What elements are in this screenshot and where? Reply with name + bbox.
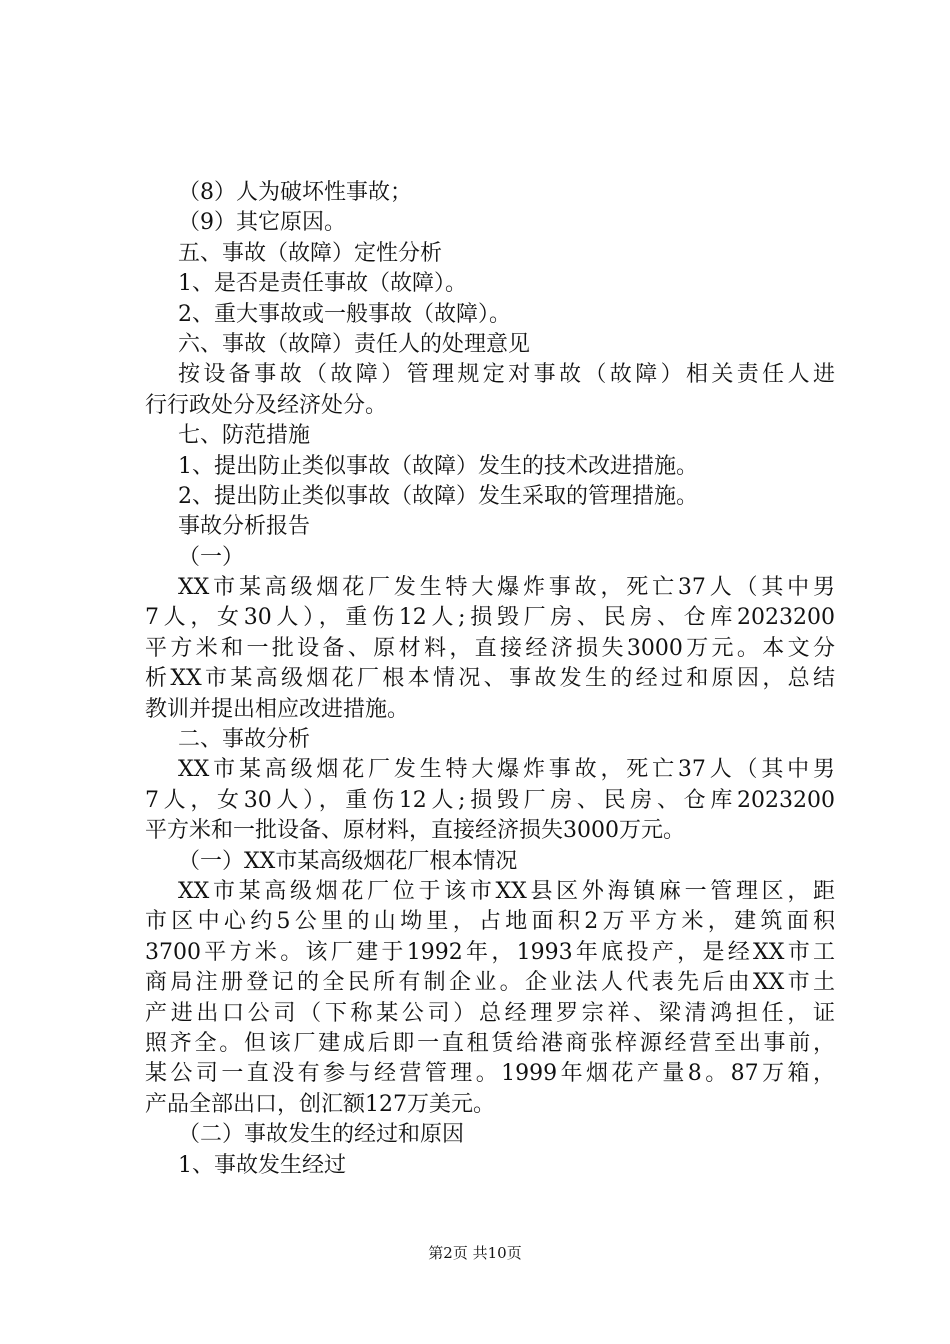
text-line: XX市某高级烟花厂发生特大爆炸事故，死亡37人（其中男 xyxy=(178,757,835,783)
text-line: 六、事故（故障）责任人的处理意见 xyxy=(178,331,531,357)
text-line: 五、事故（故障）定性分析 xyxy=(178,240,443,266)
text-line: 平方米和一批设备、原材料，直接经济损失3000万元。本文分 xyxy=(145,635,835,661)
page-footer: 第2页 共10页 xyxy=(428,1244,522,1262)
text-line: 产进出口公司（下称某公司）总经理罗宗祥、梁清鸿担任，证 xyxy=(145,1000,835,1026)
text-line: 行行政处分及经济处分。 xyxy=(145,392,388,418)
text-line: 1、是否是责任事故（故障）。 xyxy=(178,271,467,297)
text-line: 析XX市某高级烟花厂根本情况、事故发生的经过和原因，总结 xyxy=(145,666,835,692)
text-line: XX市某高级烟花厂发生特大爆炸事故，死亡37人（其中男 xyxy=(178,575,835,601)
text-line: 3700平方米。该厂建于1992年，1993年底投产，是经XX市工 xyxy=(145,939,835,965)
text-line: 1、事故发生经过 xyxy=(178,1152,346,1178)
text-line: （8）人为破坏性事故； xyxy=(178,180,412,205)
text-line: 某公司一直没有参与经营管理。1999年烟花产量8。87万箱， xyxy=(145,1061,835,1087)
text-line: 按设备事故（故障）管理规定对事故（故障）相关责任人进 xyxy=(178,362,835,388)
text-line: 七、防范措施 xyxy=(178,423,311,449)
text-line: 市区中心约5公里的山坳里，占地面积2万平方米，建筑面积 xyxy=(145,909,835,935)
text-line: 2、提出防止类似事故（故障）发生采取的管理措施。 xyxy=(178,483,698,509)
text-line: 二、事故分析 xyxy=(178,727,311,753)
text-line: 7人，女30人），重伤12人;损毁厂房、民房、仓库2023200 xyxy=(145,605,835,631)
text-line: （一）XX市某高级烟花厂根本情况 xyxy=(178,848,518,874)
document-body xyxy=(145,178,835,1181)
text-line: 1、提出防止类似事故（故障）发生的技术改进措施。 xyxy=(178,453,698,479)
text-line: 照齐全。但该厂建成后即一直租赁给港商张梓源经营至出事前， xyxy=(145,1030,835,1056)
text-line: （二）事故发生的经过和原因 xyxy=(178,1122,465,1148)
text-line: 平方米和一批设备、原材料，直接经济损失3000万元。 xyxy=(145,818,685,844)
text-line: 2、重大事故或一般事故（故障）。 xyxy=(178,301,511,327)
text-line: 7人，女30人），重伤12人;损毁厂房、民房、仓库2023200 xyxy=(145,787,835,813)
text-line: XX市某高级烟花厂位于该市XX县区外海镇麻一管理区，距 xyxy=(178,878,835,904)
text-line: 事故分析报告 xyxy=(178,514,311,540)
text-line: 商局注册登记的全民所有制企业。企业法人代表先后由XX市土 xyxy=(145,970,835,996)
text-line: 产品全部出口，创汇额127万美元。 xyxy=(145,1091,495,1117)
text-line: 教训并提出相应改进措施。 xyxy=(145,696,410,722)
text-line: （9）其它原因。 xyxy=(178,210,346,236)
text-line: （一） xyxy=(178,544,245,570)
